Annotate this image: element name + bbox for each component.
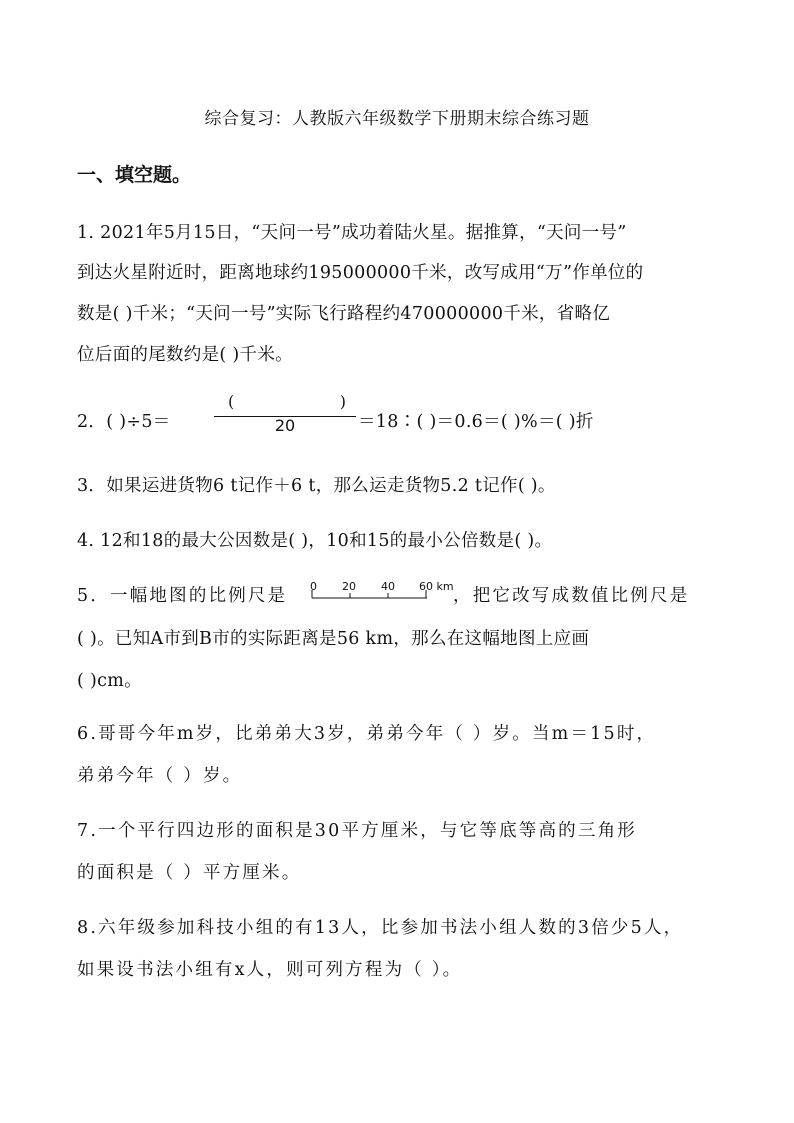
scale-label-60km: 60 km [419,580,454,593]
section-heading: 一、填空题。 [77,164,192,186]
question-8-line-2: 如果设书法小组有x人，则可列方程为（ ）。 [77,960,463,980]
question-2-right: ＝18∶( )＝0.6＝( )%＝( )折 [358,412,594,432]
question-2-fraction [214,392,356,440]
question-6-line-1: 6.哥哥今年m岁，比弟弟大3岁，弟弟今年（ ）岁。当m＝15时， [77,724,657,744]
scale-bar-graphic [311,580,431,604]
question-6-line-2: 弟弟今年（ ）岁。 [77,766,243,786]
question-1-line-1: 1. 2021年5月15日，“天问一号”成功着陆火星。据推算，“天问一号” [77,223,627,243]
fraction-denominator: 20 [274,416,296,435]
scale-label-0: 0 [310,580,317,593]
scale-label-40: 40 [381,580,395,593]
question-1-line-2: 到达火星附近时，距离地球约195000000千米，改写成用“万”作单位的 [77,263,644,283]
question-5-lead: 5．一幅地图的比例尺是 [77,586,288,606]
fraction-close-paren: ) [339,392,346,411]
question-8-line-1: 8.六年级参加科技小组的有13人，比参加书法小组人数的3倍少5人， [77,918,684,938]
question-5-line-2: ( )。已知A市到B市的实际距离是56 km，那么在这幅地图上应画 [77,629,590,649]
question-7-line-2: 的面积是（ ）平方厘米。 [77,863,302,883]
line-scale [311,580,461,604]
scale-label-20: 20 [342,580,356,593]
question-1-line-4: 位后面的尾数约是( )千米。 [77,345,293,365]
question-4: 4. 12和18的最大公因数是( )，10和15的最小公倍数是( )。 [77,531,553,551]
question-5-tail: ，把它改写成数值比例尺是 [453,586,690,606]
question-3: 3．如果运进货物6 t记作＋6 t，那么运走货物5.2 t记作( )。 [77,476,556,496]
document-title: 综合复习：人教版六年级数学下册期末综合练习题 [204,109,590,129]
question-7-line-1: 7.一个平行四边形的面积是30平方厘米，与它等底等高的三角形 [77,821,637,841]
question-5-line-3: ( )cm。 [77,671,142,691]
question-2-left: 2．( )÷5＝ [77,412,171,432]
question-1-line-3: 数是( )千米；“天问一号”实际飞行路程约470000000千米，省略亿 [77,304,611,324]
fraction-open-paren: ( [228,392,235,411]
